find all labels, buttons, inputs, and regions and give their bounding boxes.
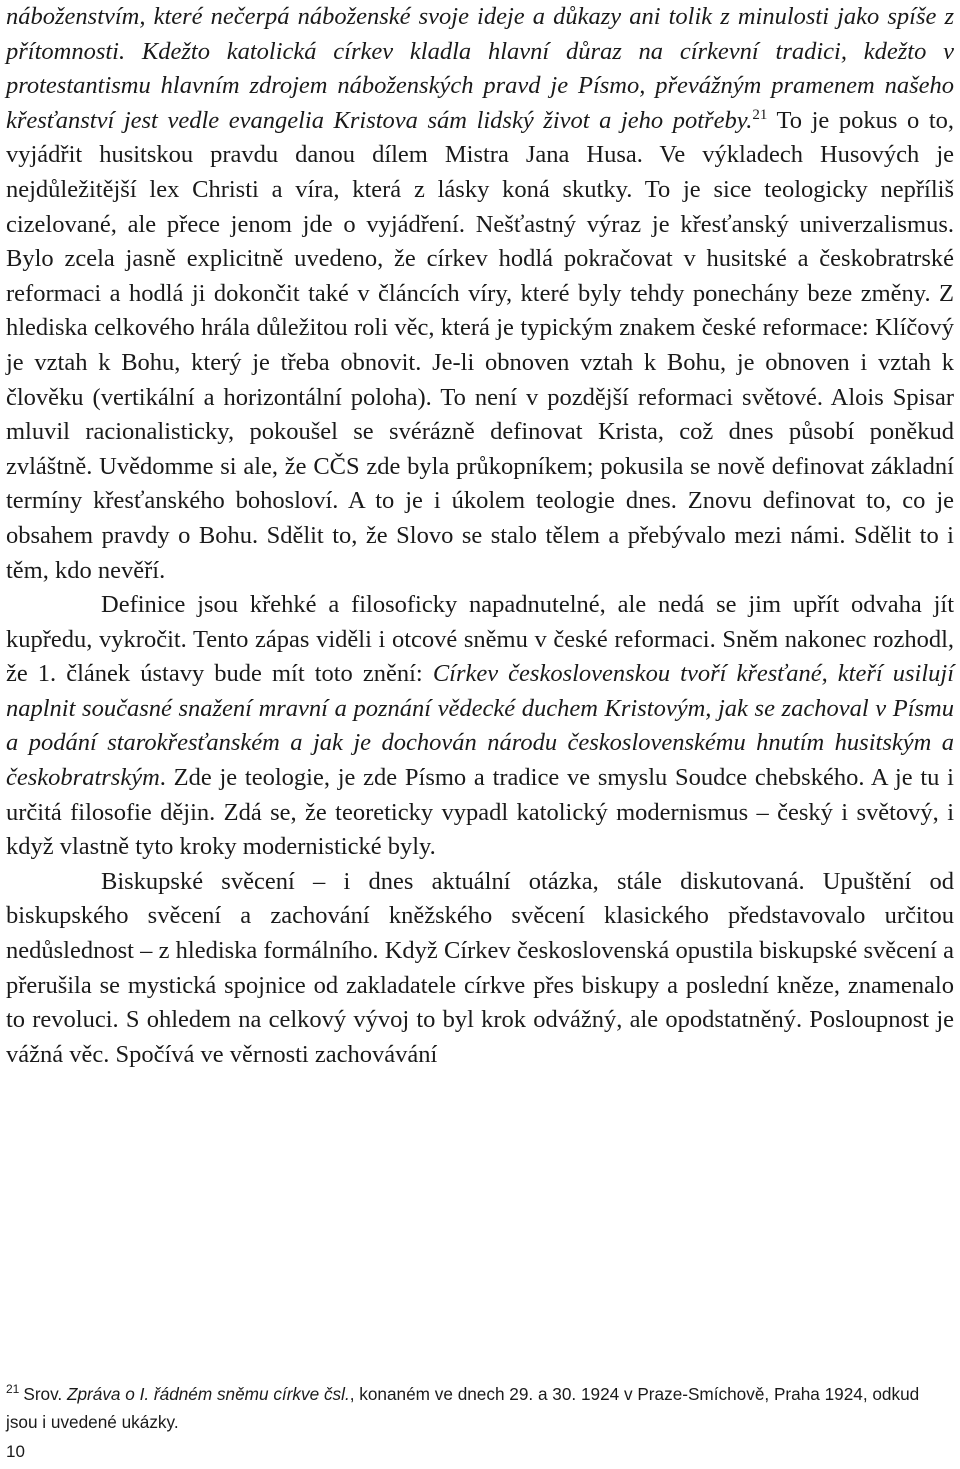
footnote-21 [6, 1380, 954, 1436]
footnote-reference-21[interactable]: 21 [752, 106, 768, 123]
constitution-article-quote: Církev československou tvoří křesťané, kteří usilují naplnit současné snažení mravní a poznání vědecké duchem Kristovým, jak se zachoval v Písmu a podání starokřesťanském a jak je dochován národu československému hnutím husitským a českobratrským [6, 660, 955, 792]
italic-intro: náboženstvím, které nečerpá náboženské svoje ideje a důkazy ani tolik z minulosti jako spíše z přítomnosti. Kdežto katolická církev kladla hlavní důraz na církevní tradici, kdežto v protestantismu hlavním zdrojem náboženských pravd je Písmo, převážným pramenem našeho křesťanství jest vedle evangelia Kristova sám lidský život a jeho potřeby. [6, 3, 954, 134]
footnote-section [6, 1380, 954, 1436]
footnote-prefix: Srov. [23, 1384, 67, 1404]
page-body [6, 0, 954, 1072]
paragraph-2 [6, 588, 954, 865]
main-text [6, 0, 954, 1072]
footnote-title: Zpráva o I. řádném sněmu církve čsl. [66, 1384, 350, 1404]
footnote-rest: , konaném ve dnech 29. a 30. 1924 v Praze-Smíchově, Praha 1924, odkud jsou i uvedené ukázky. [6, 1384, 920, 1432]
paragraph-3-text: Biskupské svěcení – i dnes aktuální otázka, stále diskutovaná. Upuštění od biskupského svěcení a zachování kněžského svěcení klasického představovalo určitou nedůslednost – z hlediska formálního. Když Církev československá opustila biskupské svěcení a přerušila se mystická spojnice od zakladatele církve přes biskupy a poslední kněze, znamenalo to revoluci. S ohledem na celkový vývoj to byl krok odvážný, ale opodstatněný. Posloupnost je vážná věc. Spočívá ve věrnosti zachovávání [6, 867, 954, 1068]
paragraph-3 [6, 865, 954, 1073]
page-number: 10 [6, 1442, 25, 1461]
paragraph-2-tail: . Zde je teologie, je zde Písmo a tradice ve smyslu Soudce chebského. A je tu i určitá filosofie dějin. Zdá se, že teoreticky vypadl katolický modernismus – český i světový, i když vlastně tyto kroky modernistické byly. [6, 764, 954, 861]
paragraph-2-lead: Definice jsou křehké a filosoficky napadnutelné, ale nedá se jim upřít odvaha jít kupředu, vykročit. Tento zápas viděli i otcové sněmu v české reformaci. Sněm nakonec rozhodl, že 1. článek ústavy bude mít toto znění: [6, 591, 954, 688]
paragraph-1-text: To je pokus o to, vyjádřit husitskou pravdu danou dílem Mistra Jana Husa. Ve výkladech Husových je nejdůležitější lex Christi a víra, která z lásky koná skutky. To je sice teologicky nepříliš cizelované, ale přece jenom jde o vyjádření. Nešťastný výraz je křesťanský univerzalismus. Bylo zcela jasně explicitně uvedeno, že církev hodlá pokračovat v husitské a českobratrské reformaci a hodlá ji dokončit také v článcích víry, které byly tehdy ponechány beze změny. Z hlediska celkového hrála důležitou roli věc, která je typickým znakem české reformace: Klíčový je vztah k Bohu, který je třeba obnovit. Je-li obnoven vztah k Bohu, je obnoven i vztah k člověku (vertikální a horizontální poloha). To není v pozdější reformaci světové. Alois Spisar mluvil racionalisticky, pokoušel se svérázně definovat Krista, což dnes působí poněkud zvláštně. Uvědomme si ale, že CČS zde byla průkopníkem; pokusila se nově definovat základní termíny křesťanského bohosloví. A to je i úkolem teologie dnes. Znovu definovat to, co je obsahem pravdy o Bohu. Sdělit to, že Slovo se stalo tělem a přebývalo mezi námi. Sdělit to i těm, kdo nevěří. [6, 106, 955, 584]
paragraph-1 [6, 0, 954, 588]
footnote-number: 21 [6, 1382, 20, 1396]
